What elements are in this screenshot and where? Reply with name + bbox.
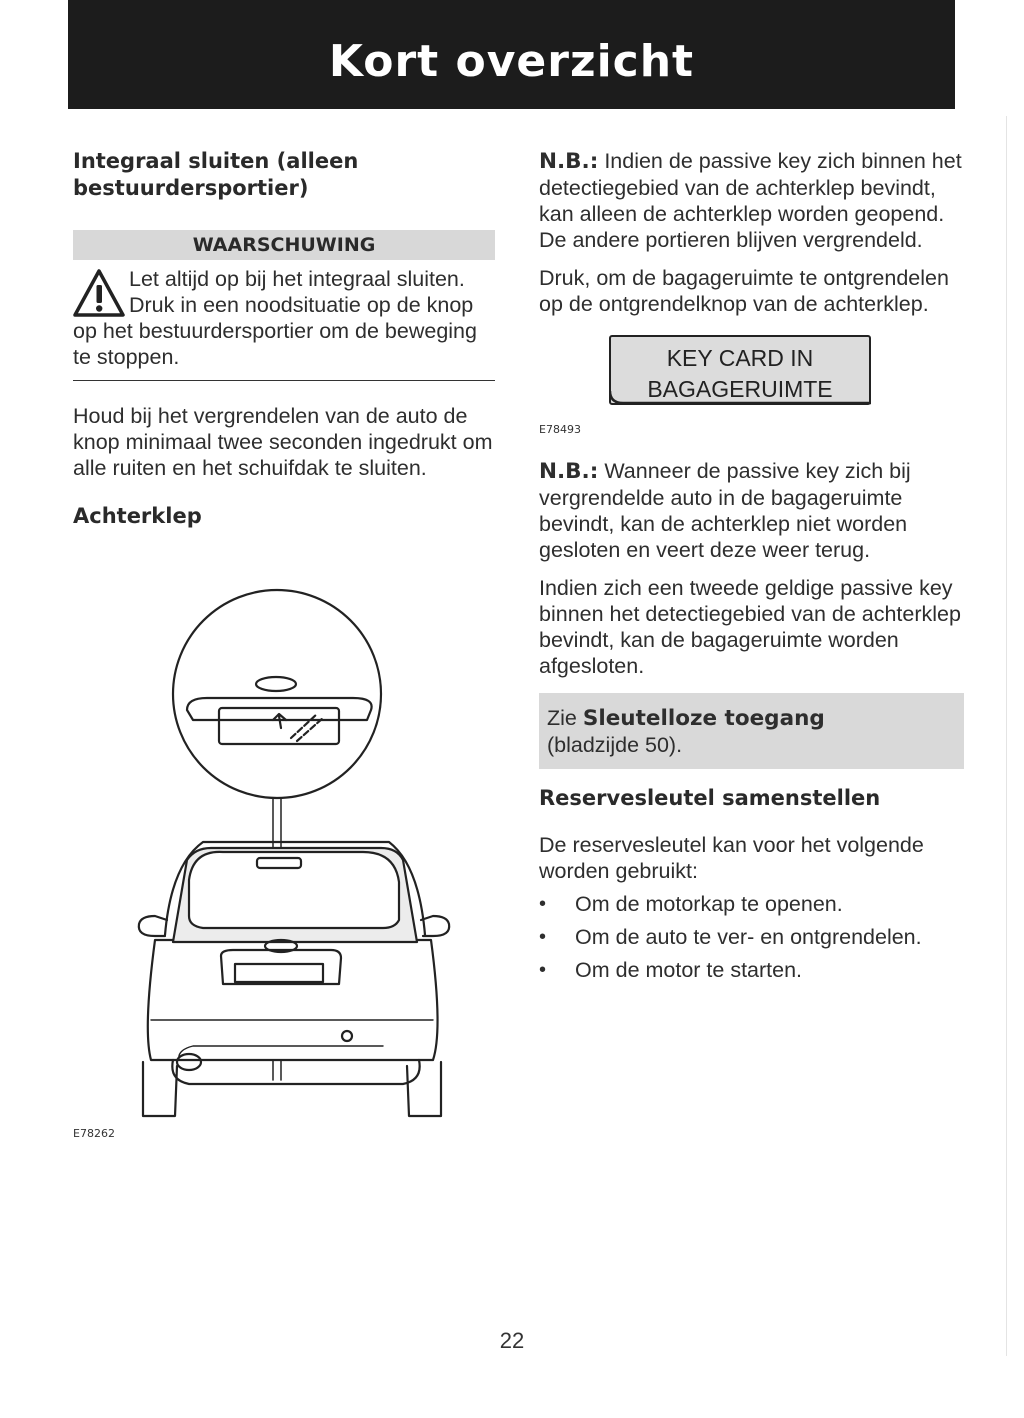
- cross-reference-box: [539, 693, 964, 769]
- note-text-2: Wanneer de passive key zich bij vergrendelde auto in de bagageruimte bevindt, kan de achterklep niet worden gesloten en veert deze weer terug.: [539, 459, 911, 562]
- note-trunk-locked: [539, 458, 964, 563]
- warning-block: [73, 266, 495, 370]
- warning-text: Let altijd op bij het integraal sluiten. Druk in een noodsituatie op de knop op het bestuurdersportier om de beweging te stoppen.: [73, 267, 477, 369]
- paragraph-close-hint: Houd bij het vergrendelen van de auto de knop minimaal twee seconden ingedrukt om alle ruiten en het schuifdak te sluiten.: [73, 404, 493, 480]
- section-title-integraal: Integraal sluiten (alleen bestuurdersportier): [73, 149, 359, 200]
- section-title-achterklep: Achterklep: [73, 504, 202, 528]
- warning-triangle-icon: [73, 268, 125, 318]
- margin-line: [1006, 116, 1007, 1356]
- figure-code-keycard: E78493: [539, 423, 581, 436]
- list-item: • Om de motor te starten.: [539, 957, 964, 983]
- left-column: [73, 148, 495, 1140]
- warning-heading: WAARSCHUWING: [73, 230, 495, 260]
- paragraph-spare-key: De reservesleutel kan voor het volgende worden gebruikt:: [539, 833, 924, 883]
- display-line-2: BAGAGERUIMTE: [647, 376, 833, 402]
- tailgate-illustration: [83, 580, 483, 1120]
- header-bar: [68, 0, 955, 109]
- figure-code: E78262: [73, 1127, 115, 1140]
- right-column: [539, 148, 964, 983]
- note-label-2: N.B.:: [539, 459, 599, 484]
- paragraph-second-key: Indien zich een tweede geldige passive key binnen het detectiegebied van de achterklep bevindt, kan de bagageruimte worden afgesloten.: [539, 576, 961, 678]
- bullet-list: [539, 891, 964, 983]
- note-label: N.B.:: [539, 149, 599, 174]
- list-item: • Om de motorkap te openen.: [539, 891, 964, 917]
- warning-divider: [73, 380, 495, 381]
- display-line-1: KEY CARD IN: [666, 345, 814, 371]
- note-passive-key: [539, 148, 964, 253]
- page-title: Kort overzicht: [328, 36, 695, 87]
- paragraph-unlock: Druk, om de bagageruimte te ontgrendelen op de ontgrendelknop van de achterklep.: [539, 266, 949, 316]
- page-number: 22: [499, 1328, 525, 1353]
- see-link[interactable]: Sleutelloze toegang: [582, 706, 825, 731]
- section-title-reservesleutel: Reservesleutel samenstellen: [539, 786, 881, 810]
- see-page: (bladzijde 50).: [547, 733, 683, 757]
- list-item: • Om de auto te ver- en ontgrendelen.: [539, 924, 964, 950]
- note-text: Indien de passive key zich binnen het detectiegebied van de achterklep bevindt, kan alleen de achterklep worden geopend. De andere portieren blijven vergrendeld.: [539, 149, 962, 252]
- see-prefix: Zie: [547, 706, 577, 730]
- key-card-display: [609, 335, 871, 405]
